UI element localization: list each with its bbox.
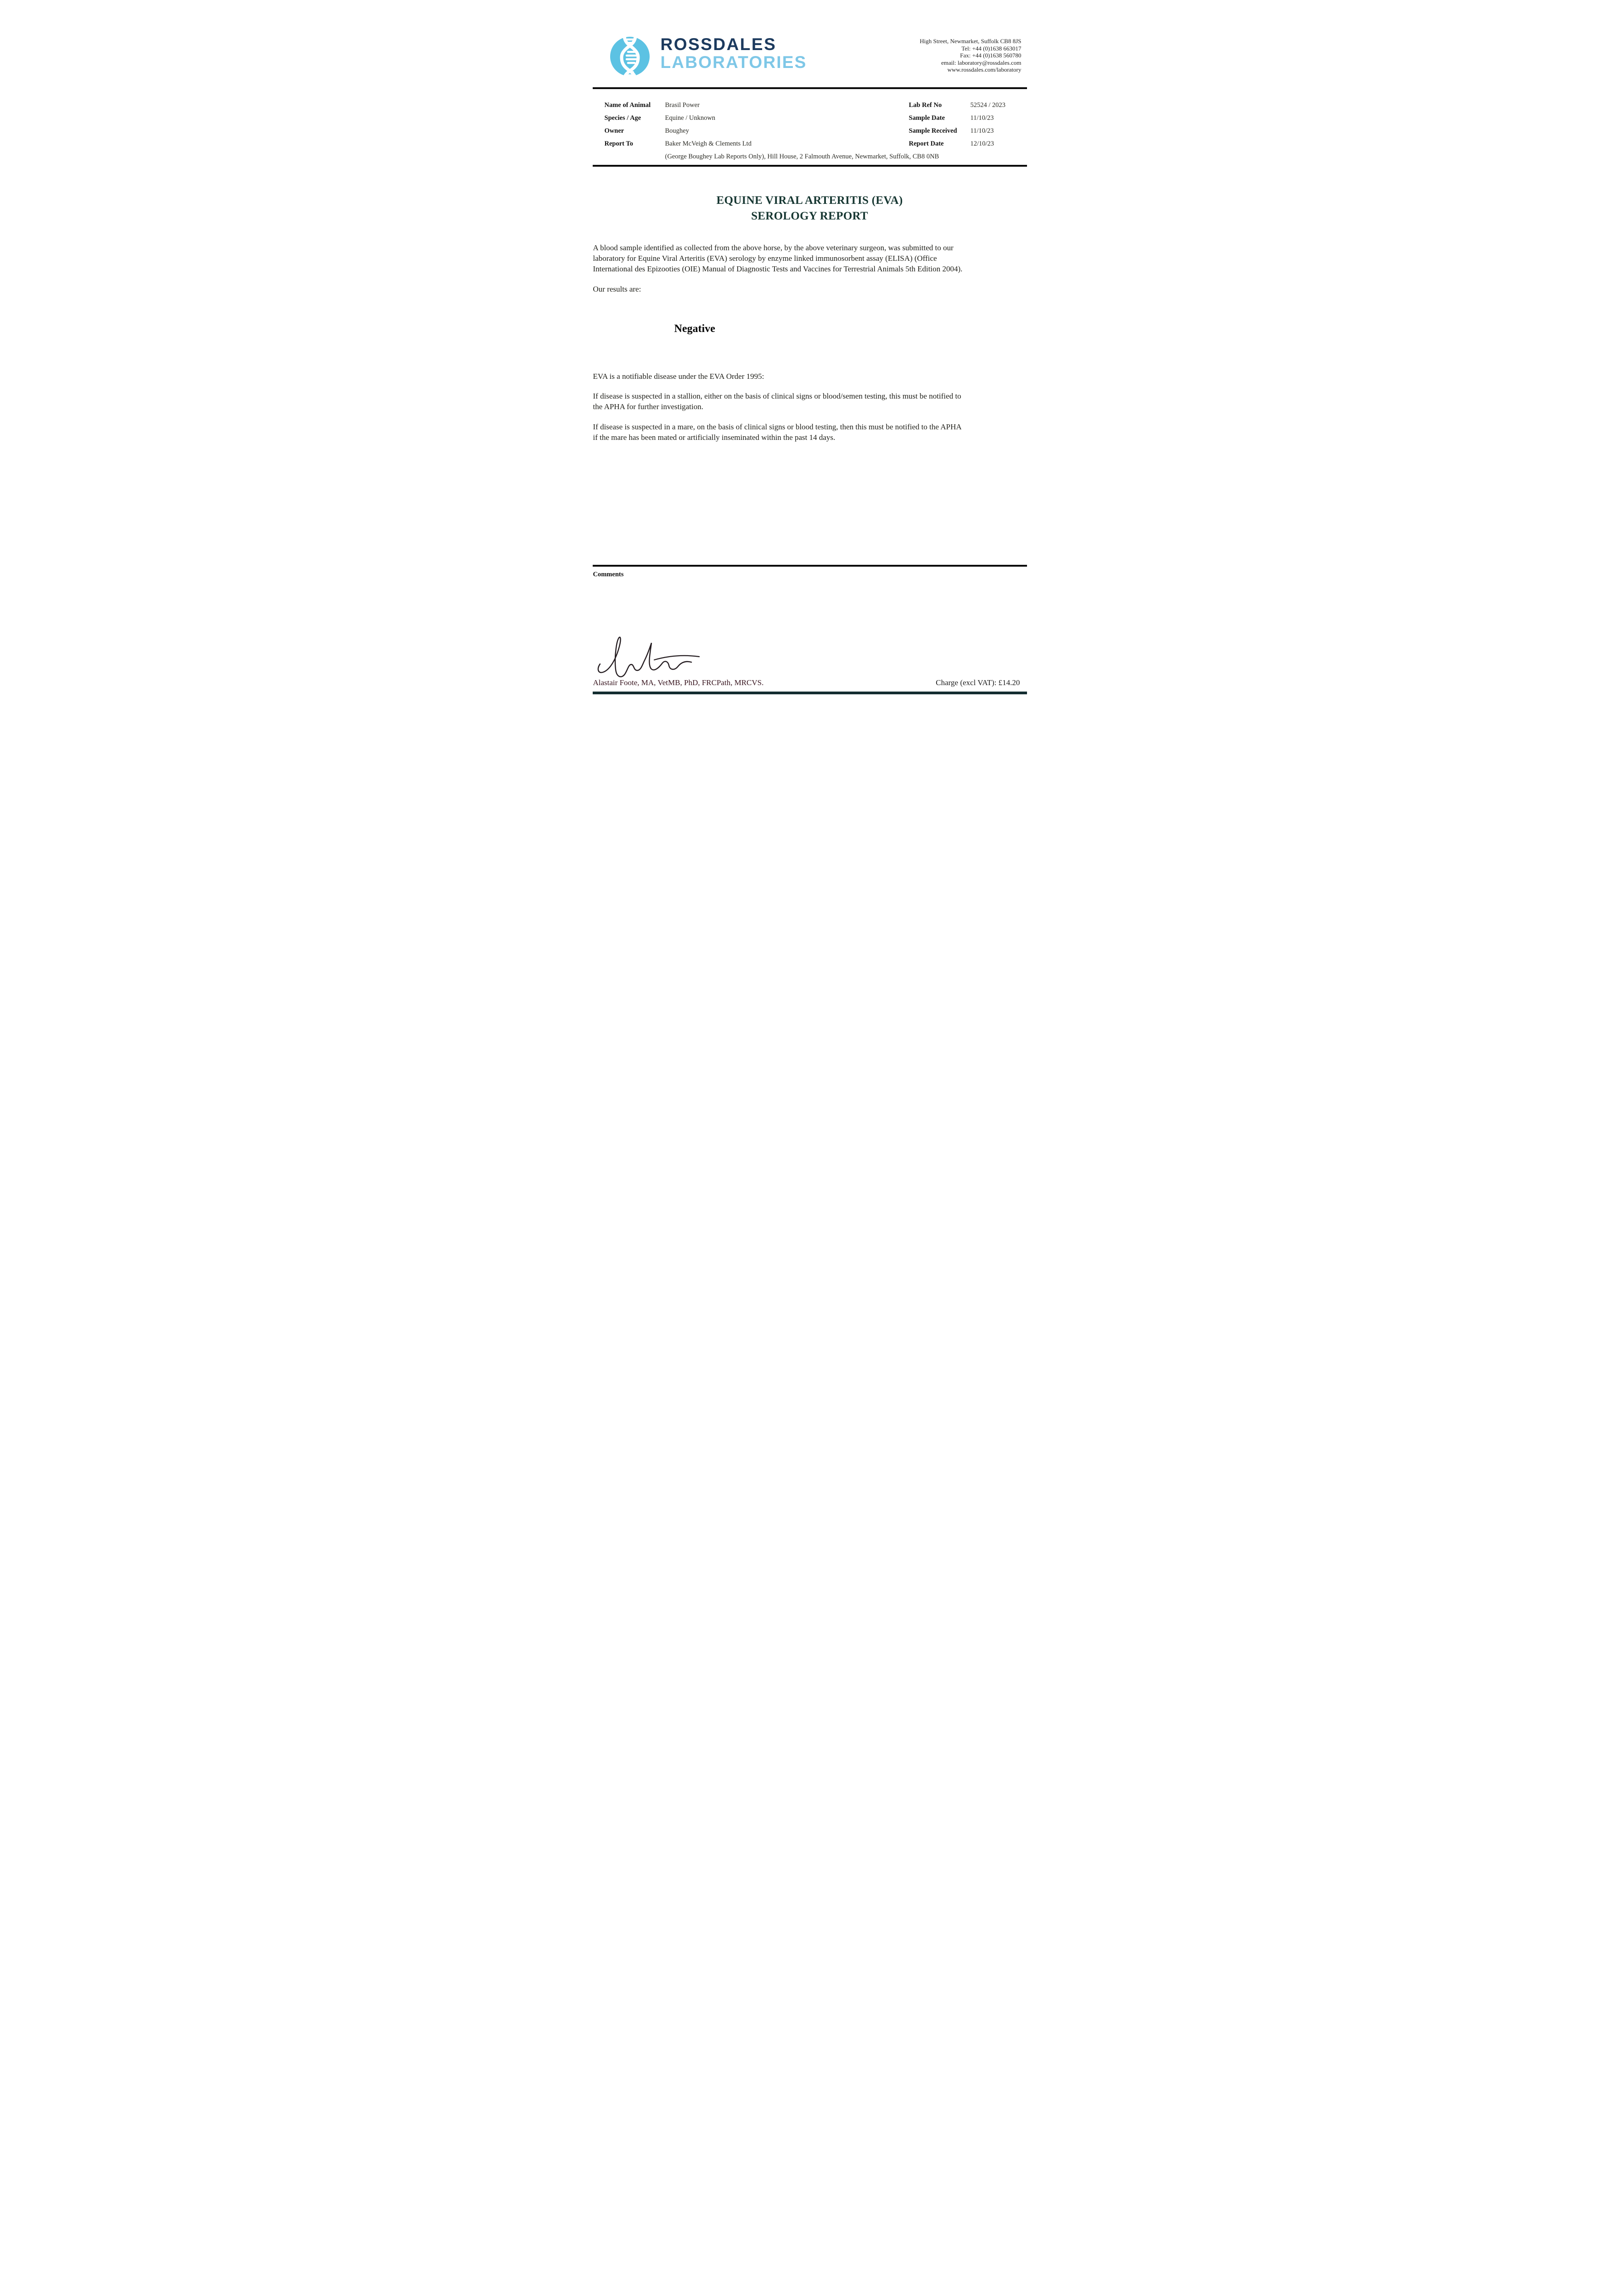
signature (595, 634, 703, 682)
value-sample-date: 11/10/23 (970, 114, 994, 122)
lab-tel: Tel: +44 (0)1638 663017 (961, 45, 1021, 52)
intro-paragraph-line: laboratory for Equine Viral Arteritis (EVA) serology by enzyme linked immunosorbent assay (ELISA) (Office (593, 254, 937, 263)
report-title-line1: EQUINE VIRAL ARTERITIS (EVA) (716, 194, 903, 207)
footer-bar (593, 692, 1027, 694)
mare-paragraph-line: if the mare has been mated or artificially inseminated within the past 14 days. (593, 433, 836, 442)
lab-email: email: laboratory@rossdales.com (941, 59, 1021, 66)
lab-fax: Fax: +44 (0)1638 560780 (960, 52, 1021, 59)
comments-rule (593, 565, 1027, 567)
value-owner: Boughey (665, 127, 689, 135)
label-lab-ref-no: Lab Ref No (909, 101, 942, 109)
value-report-to: Baker McVeigh & Clements Ltd (665, 140, 752, 147)
label-report-to: Report To (604, 140, 633, 147)
label-report-date: Report Date (909, 140, 944, 147)
results-intro: Our results are: (593, 285, 641, 293)
value-report-date: 12/10/23 (970, 140, 994, 147)
value-report-to-address: (George Boughey Lab Reports Only), Hill House, 2 Falmouth Avenue, Newmarket, Suffolk, CB8 0NB (665, 153, 939, 160)
notifiable-disease-line: EVA is a notifiable disease under the EVA Order 1995: (593, 372, 764, 381)
value-name-of-animal: Brasil Power (665, 101, 700, 109)
label-sample-received: Sample Received (909, 127, 957, 135)
label-name-of-animal: Name of Animal (604, 101, 651, 109)
lab-website: www.rossdales.com/laboratory (947, 66, 1021, 73)
intro-paragraph-line: International des Epizooties (OIE) Manual of Diagnostic Tests and Vaccines for Terrestrial Animals 5th Edition 2004). (593, 264, 963, 273)
signatory-name: Alastair Foote, MA, VetMB, PhD, FRCPath, MRCVS. (593, 678, 764, 687)
header-bottom-rule (593, 165, 1027, 167)
intro-paragraph-line: A blood sample identified as collected from the above horse, by the above veterinary surgeon, was submitted to our (593, 243, 954, 252)
rossdales-logo (609, 34, 651, 79)
mare-paragraph-line: If disease is suspected in a mare, on the basis of clinical signs or blood testing, then this must be notified to the APHA (593, 422, 962, 431)
value-species-age: Equine / Unknown (665, 114, 716, 122)
report-title-line2: SEROLOGY REPORT (751, 210, 868, 222)
value-lab-ref-no: 52524 / 2023 (970, 101, 1006, 109)
label-sample-date: Sample Date (909, 114, 945, 122)
serology-report-page (559, 0, 1064, 715)
result-value: Negative (674, 323, 715, 335)
label-species-age: Species / Age (604, 114, 641, 122)
signature-icon (595, 634, 703, 680)
stallion-paragraph-line: If disease is suspected in a stallion, either on the basis of clinical signs or blood/semen testing, this must be notified to (593, 392, 961, 400)
stallion-paragraph-line: the APHA for further investigation. (593, 402, 703, 411)
header-top-rule (593, 87, 1027, 89)
charge-amount: Charge (excl VAT): £14.20 (936, 678, 1020, 687)
dna-logo-icon (609, 34, 651, 79)
label-owner: Owner (604, 127, 624, 135)
brand-name-rossdales: ROSSDALES (660, 35, 777, 54)
brand-name-laboratories: LABORATORIES (660, 53, 807, 72)
comments-heading: Comments (593, 571, 624, 578)
lab-contact-block (920, 38, 1021, 73)
lab-address: High Street, Newmarket, Suffolk CB8 8JS (920, 38, 1021, 45)
value-sample-received: 11/10/23 (970, 127, 994, 135)
